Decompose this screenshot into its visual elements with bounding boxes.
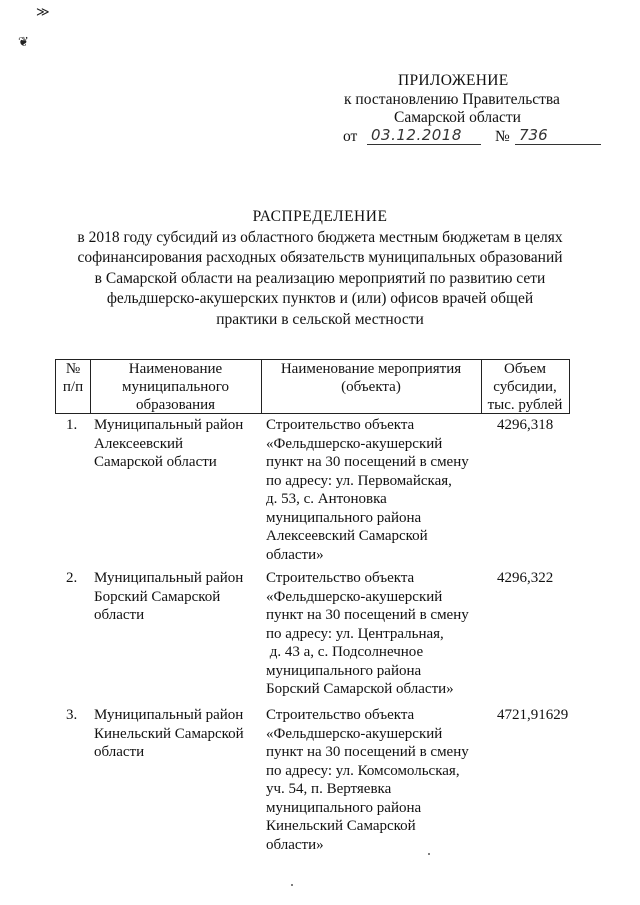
number-label: № xyxy=(495,128,510,145)
cell-line: Самарской области xyxy=(94,454,217,470)
cell-line: Алексеевский Самарской xyxy=(266,528,428,544)
heading-line: в Самарской области на реализацию мероприятий по развитию сети xyxy=(94,269,546,287)
cell-line: Кинельский Самарской xyxy=(94,725,244,742)
heading-line: в 2018 году субсидий из областного бюджета местным бюджетам в целях xyxy=(77,228,563,246)
heading-line: практики в сельской местности xyxy=(216,310,424,328)
header-text: тыс. рублей xyxy=(487,397,563,413)
row-3-object xyxy=(266,706,496,854)
cell-line: д. 53, с. Антоновка xyxy=(266,491,387,507)
heading-line: фельдшерско-акушерских пунктов и (или) офисов врачей общей xyxy=(106,290,534,307)
heading-title: РАСПРЕДЕЛЕНИЕ xyxy=(252,208,388,225)
cell-line: Строительство объекта xyxy=(266,707,415,723)
cell-line: уч. 54, п. Вертяевка xyxy=(266,781,392,797)
cell-line: «Фельдшерско-акушерский xyxy=(266,725,443,742)
appendix-title: ПРИЛОЖЕНИЕ xyxy=(398,72,509,89)
appendix-line-2: Самарской области xyxy=(394,109,521,126)
cell-line: Строительство объекта xyxy=(266,570,415,586)
header-municipality xyxy=(90,360,261,414)
row-1-municipality xyxy=(94,416,259,472)
cell-line: муниципального района xyxy=(266,509,422,526)
header-text: субсидии, xyxy=(493,379,557,395)
cell-line: д. 43 а, с. Подсолнечное xyxy=(266,644,424,660)
cell-line: области» xyxy=(266,836,324,853)
cell-line: Борский Самарской xyxy=(94,588,221,605)
scan-mark-top: ≫ xyxy=(36,4,50,19)
header-text: (объекта) xyxy=(341,379,401,395)
header-text: № xyxy=(65,361,81,377)
handwritten-date: 03.12.2018 xyxy=(367,126,481,145)
appendix-line-1: к постановлению Правительства xyxy=(344,91,560,108)
cell-line: по адресу: ул. Комсомольская, xyxy=(266,762,460,779)
row-2-object xyxy=(266,569,496,699)
cell-line: муниципального района xyxy=(266,662,422,679)
cell-line: области xyxy=(94,607,145,623)
cell-line: по адресу: ул. Центральная, xyxy=(266,625,444,642)
cell-line: Алексеевский xyxy=(94,435,184,452)
row-2-municipality xyxy=(94,569,259,625)
cell-line: пункт на 30 посещений в смену xyxy=(266,744,469,760)
scan-mark-left: ❦ xyxy=(18,34,29,49)
cell-line: области xyxy=(94,744,145,760)
scan-speck xyxy=(428,853,430,855)
row-2-amount: 4296,322 xyxy=(497,570,554,586)
cell-line: «Фельдшерско-акушерский xyxy=(266,435,443,452)
header-num xyxy=(56,360,90,396)
cell-line: Муниципальный район xyxy=(94,417,244,433)
row-1-num: 1. xyxy=(66,417,78,433)
date-label: от xyxy=(343,128,358,145)
cell-line: Борский Самарской области» xyxy=(266,681,454,697)
row-3-municipality xyxy=(94,706,259,762)
header-text: п/п xyxy=(62,379,84,395)
header-text: Наименование xyxy=(128,361,223,377)
appendix-date-number-line xyxy=(343,128,593,148)
cell-line: пункт на 30 посещений в смену xyxy=(266,454,469,470)
row-3-num: 3. xyxy=(66,707,78,723)
document-heading xyxy=(60,207,580,330)
cell-line: области» xyxy=(266,546,324,563)
cell-line: Кинельский Самарской xyxy=(266,818,416,834)
heading-line: софинансирования расходных обязательств муниципальных образований xyxy=(77,249,563,266)
row-3-amount: 4721,91629 xyxy=(497,707,569,723)
header-border-right xyxy=(569,360,570,414)
cell-line: «Фельдшерско-акушерский xyxy=(266,588,443,605)
row-1-object xyxy=(266,416,496,564)
scan-speck xyxy=(291,884,293,886)
cell-line: Строительство объекта xyxy=(266,417,415,433)
header-text: муниципального xyxy=(121,379,230,395)
row-1-amount: 4296,318 xyxy=(497,417,554,433)
cell-line: муниципального района xyxy=(266,799,422,816)
cell-line: по адресу: ул. Первомайская, xyxy=(266,472,452,489)
header-object xyxy=(261,360,481,396)
cell-line: Муниципальный район xyxy=(94,707,244,723)
header-amount xyxy=(481,360,569,414)
handwritten-number: 736 xyxy=(515,126,601,145)
cell-line: Муниципальный район xyxy=(94,570,244,586)
header-text: Наименование мероприятия xyxy=(280,361,462,377)
cell-line: пункт на 30 посещений в смену xyxy=(266,607,469,623)
header-text: образования xyxy=(135,397,216,413)
header-text: Объем xyxy=(504,361,546,377)
row-2-num: 2. xyxy=(66,570,78,586)
